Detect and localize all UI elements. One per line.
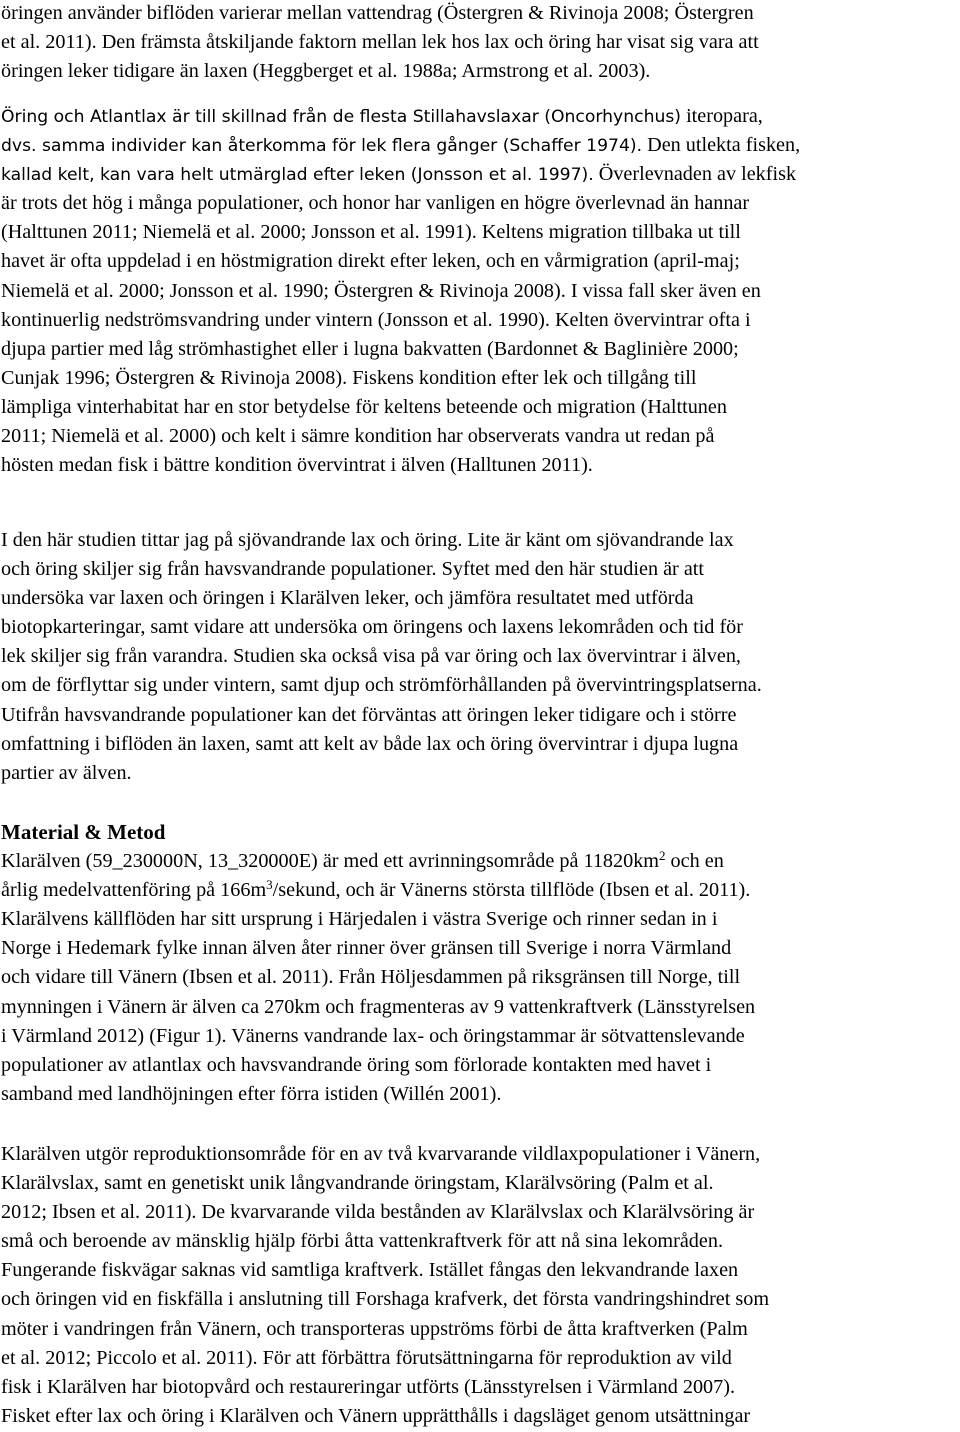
text-line	[1, 160, 800, 189]
text-line: Fungerande fiskvägar saknas vid samtliga kraftverk. Istället fångas den lekvandrande laxen	[1, 1259, 739, 1282]
text-line: I den här studien tittar jag på sjövandrande lax och öring. Lite är känt om sjövandrande lax	[1, 529, 734, 551]
text-line: öringen använder biflöden varierar mellan vattendrag (Östergren & Rivinoja 2008; Östergren	[1, 2, 754, 24]
text-line: samband med landhöjningen efter förra istiden (Willén 2001).	[1, 1082, 502, 1105]
text-line: lek skiljer sig från varandra. Studien ska också visa på var öring och lax övervintrar i älven,	[1, 645, 741, 668]
text-serif-segment: Överlevnaden av lekfisk	[593, 163, 797, 186]
text-line: kontinuerlig nedströmsvandring under vintern (Jonsson et al. 1990). Kelten övervintrar ofta i	[1, 308, 751, 331]
text-line	[1, 876, 755, 905]
text-line	[1, 847, 755, 876]
text-line: biotopkarteringar, samt vidare att undersöka om öringens och laxens lekområden och tid för	[1, 616, 743, 639]
text-line: Utifrån havsvandrande populationer kan det förväntas att öringen leker tidigare och i större	[1, 703, 737, 726]
text-line	[1, 131, 800, 160]
section-heading: Material & Metod	[1, 820, 166, 844]
text-line: 2012; Ibsen et al. 2011). De kvarvarande vilda bestånden av Klarälvslax och Klarälvsöring är	[1, 1201, 755, 1224]
text-line: mynningen i Vänern är älven ca 270km och fragmenteras av 9 vattenkraftverk (Länsstyrelsen	[1, 995, 756, 1018]
text-sans-segment: dvs. samma individer kan återkomma för lek flera gånger (Schaffer 1974).	[1, 136, 643, 157]
text-line: möter i vandringen från Vänern, och transporteras uppströms förbi de åtta kraftverken (Palm	[1, 1317, 748, 1340]
paragraph-intro	[1, 0, 759, 86]
text-line: (Halttunen 2011; Niemelä et al. 2000; Jonsson et al. 1991). Keltens migration tillbaka ut till	[1, 221, 741, 244]
text-line: Klarälven utgör reproduktionsområde för en av två kvarvarande vildlaxpopulationer i Vänern,	[1, 1143, 761, 1165]
text-line: öringen leker tidigare än laxen (Heggberget et al. 1988a; Armstrong et al. 2003).	[1, 60, 651, 83]
paragraph-aim	[1, 526, 762, 788]
text-line: Norge i Hedemark fylke innan älven åter rinner över gränsen till Sverige i norra Värmland	[1, 937, 732, 960]
text-line: om de förflyttar sig under vintern, samt djup och strömförhållanden på övervintringsplatserna.	[1, 674, 762, 697]
text-line: djupa partier med låg strömhastighet eller i lugna bakvatten (Bardonnet & Baglinière 2000;	[1, 337, 739, 360]
text-line: Cunjak 1996; Östergren & Rivinoja 2008). Fiskens kondition efter lek och tillgång till	[1, 366, 697, 389]
text-line	[1, 102, 800, 131]
text-line: hösten medan fisk i bättre kondition övervintrat i älven (Halltunen 2011).	[1, 454, 593, 477]
text-segment: årlig medelvattenföring på 166m	[1, 879, 267, 902]
text-line: och öringen vid en fiskfälla i anslutning till Forshaga krafverk, det första vandringshindret som	[1, 1288, 770, 1311]
text-line: fisk i Klarälven har biotopvård och restaureringar utförts (Länsstyrelsen i Värmland 2007).	[1, 1375, 736, 1398]
text-line: et al. 2011). Den främsta åtskiljande faktorn mellan lek hos lax och öring har visat sig vara att	[1, 31, 759, 54]
text-line: och vidare till Vänern (Ibsen et al. 2011). Från Höljesdammen på riksgränsen till Norge, till	[1, 966, 741, 989]
text-line: Klarälvens källflöden har sitt ursprung i Härjedalen i västra Sverige och rinner sedan in i	[1, 908, 718, 931]
text-segment: Klarälven (59_230000N, 13_320000E) är med ett avrinningsområde på 11820km	[1, 850, 659, 873]
text-line: i Värmland 2012) (Figur 1). Vänerns vandrande lax- och öringstammar är sötvattenslevande	[1, 1024, 745, 1047]
superscript: 3	[266, 877, 273, 893]
text-line: undersöka var laxen och öringen i Klarälven leker, och jämföra resultatet med utförda	[1, 587, 694, 610]
text-line: lämpliga vinterhabitat har en stor betydelse för keltens beteende och migration (Halttunen	[1, 395, 727, 418]
section-method	[1, 818, 755, 1109]
text-line: små och beroende av mänsklig hjälp förbi åtta vattenkraftverk för att nå sina lekområden.	[1, 1230, 723, 1253]
text-line: 2011; Niemelä et al. 2000) och kelt i sämre kondition har observerats vandra ut redan på	[1, 425, 715, 448]
text-line: partier av älven.	[1, 761, 132, 784]
paragraph-kelt	[1, 102, 800, 480]
text-segment: /sekund, och är Vänerns största tillflöde (Ibsen et al. 2011).	[272, 879, 751, 902]
text-serif-segment: Den utlekta fisken,	[642, 134, 801, 157]
text-line: och öring skiljer sig från havsvandrande populationer. Syftet med den här studien är att	[1, 558, 705, 581]
text-segment: och en	[665, 850, 724, 873]
text-line: Klarälvslax, samt en genetiskt unik långvandrande öringstam, Klarälvsöring (Palm et al.	[1, 1172, 714, 1195]
superscript: 2	[659, 848, 666, 864]
text-line: populationer av atlantlax och havsvandrande öring som förlorade kontakten med havet i	[1, 1053, 712, 1076]
text-line: omfattning i biflöden än laxen, samt att kelt av både lax och öring övervintrar i djupa lugna	[1, 732, 739, 755]
text-line: et al. 2012; Piccolo et al. 2011). För att förbättra förutsättningarna för reproduktion av vild	[1, 1346, 732, 1369]
text-line: är trots det hög i många populationer, och honor har vanligen en högre överlevnad än hannar	[1, 192, 750, 215]
paragraph-reproduction	[1, 1140, 769, 1431]
text-serif-segment: iteropara,	[681, 105, 763, 127]
text-sans-segment: Öring och Atlantlax är till skillnad från de flesta Stillahavslaxar (Oncorhynchus)	[1, 107, 682, 127]
text-line: Niemelä et al. 2000; Jonsson et al. 1990; Östergren & Rivinoja 2008). I vissa fall sker även en	[1, 279, 761, 302]
text-sans-segment: kallad kelt, kan vara helt utmärglad efter leken (Jonsson et al. 1997).	[1, 165, 594, 186]
text-line: Fisket efter lax och öring i Klarälven och Vänern upprätthålls i dagsläget genom utsättningar	[1, 1404, 751, 1427]
text-line: havet är ofta uppdelad i en höstmigration direkt efter leken, och en vårmigration (april-maj;	[1, 250, 740, 273]
